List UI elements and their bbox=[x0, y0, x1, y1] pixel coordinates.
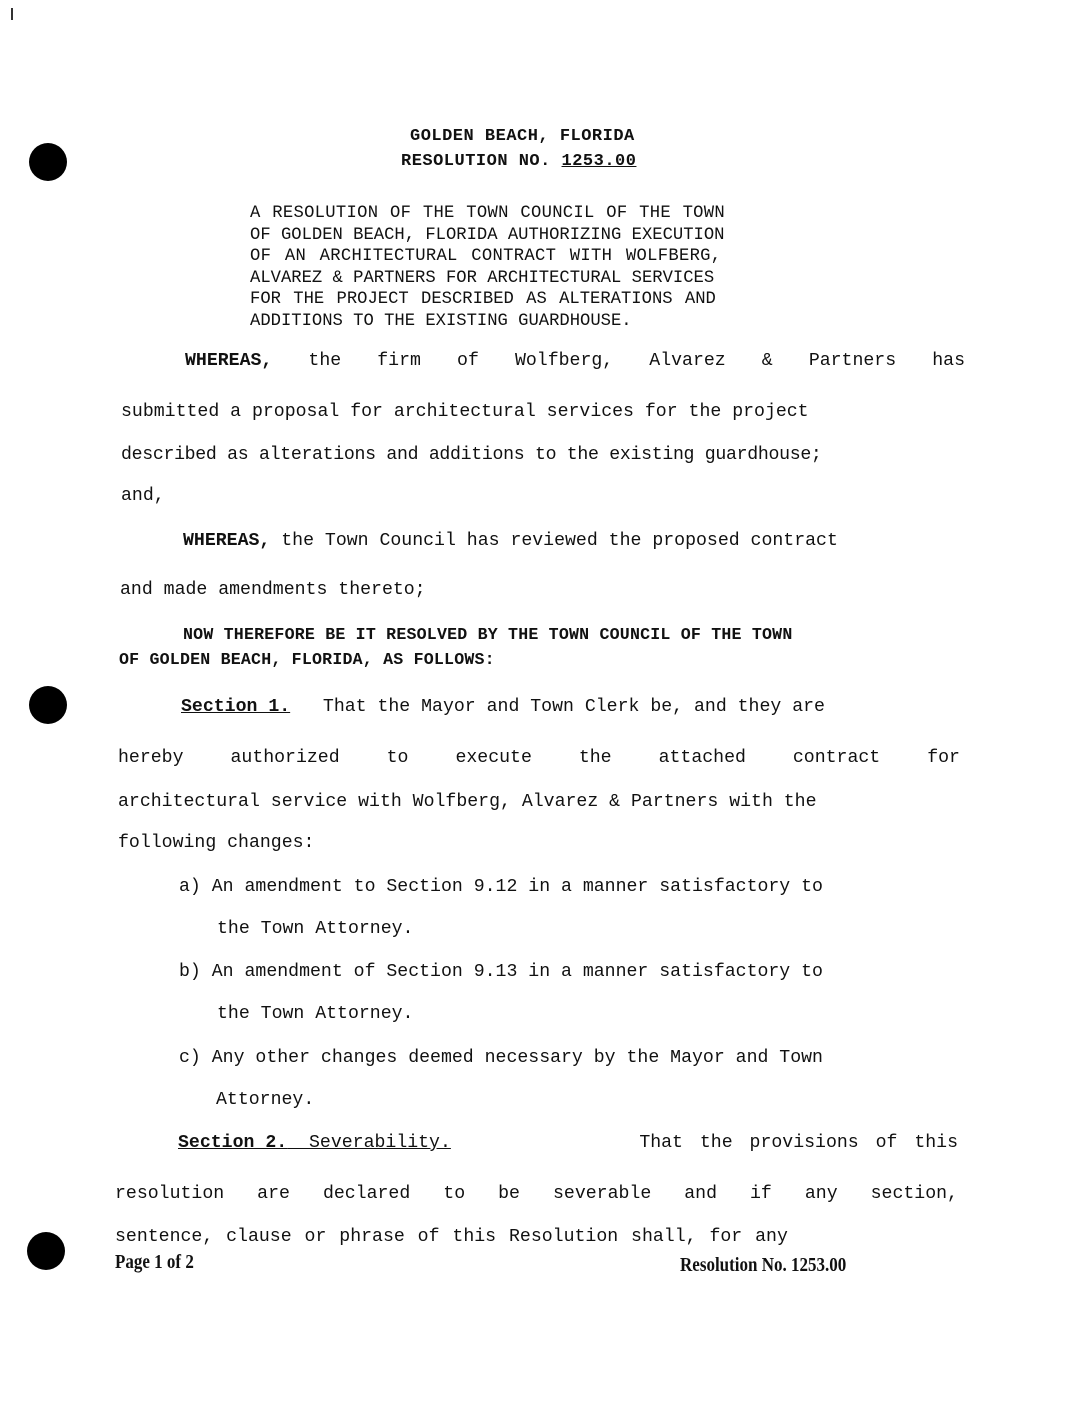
whereas-2-line-2: and made amendments thereto; bbox=[120, 580, 426, 600]
word: and bbox=[684, 1184, 717, 1204]
amendment-item-c bbox=[179, 1048, 823, 1068]
word: the bbox=[578, 748, 612, 768]
word: Alvarez bbox=[649, 351, 726, 371]
word: to bbox=[443, 1184, 466, 1204]
resolved-line-2: OF GOLDEN BEACH, FLORIDA, AS FOLLOWS: bbox=[119, 650, 495, 669]
amendment-item-a bbox=[179, 877, 823, 897]
whereas-label: WHEREAS, bbox=[183, 531, 271, 551]
word: contract bbox=[792, 748, 881, 768]
word: & bbox=[761, 351, 773, 371]
resolution-caption bbox=[250, 203, 840, 333]
punch-hole-bottom bbox=[27, 1232, 65, 1270]
amendment-item-c-cont: Attorney. bbox=[216, 1090, 315, 1110]
resolution-number-heading bbox=[401, 152, 636, 171]
amendment-item-b bbox=[179, 962, 823, 982]
caption-line-5: FOR THE PROJECT DESCRIBED AS ALTERATIONS AND bbox=[250, 290, 716, 309]
section-2-subheading: Severability. bbox=[309, 1133, 451, 1153]
caption-line-3: OF AN ARCHITECTURAL CONTRACT WITH WOLFBERG, bbox=[250, 247, 722, 266]
section-2-heading-group bbox=[178, 1133, 451, 1153]
whereas-1-line-2: submitted a proposal for architectural services for the project bbox=[121, 402, 809, 422]
caption-line-4: ALVAREZ & PARTNERS FOR ARCHITECTURAL SERVICES bbox=[250, 268, 715, 288]
section-1-line-3: architectural service with Wolfberg, Alvarez & Partners with the bbox=[118, 792, 817, 812]
resolution-label: RESOLUTION NO. bbox=[401, 152, 562, 171]
whereas-2-line-1 bbox=[183, 531, 838, 551]
scan-speck bbox=[11, 8, 13, 20]
section-2-line-3: sentence, clause or phrase of this Resolution shall, for any bbox=[115, 1227, 788, 1247]
list-item-text: An amendment of Section 9.13 in a manner satisfactory to bbox=[211, 962, 823, 982]
list-marker: c) bbox=[179, 1048, 201, 1068]
document-title: GOLDEN BEACH, FLORIDA bbox=[410, 127, 635, 146]
caption-line-1: A RESOLUTION OF THE TOWN COUNCIL OF THE TOWN bbox=[250, 204, 726, 223]
word: the bbox=[308, 351, 342, 371]
word: to bbox=[386, 748, 409, 768]
whereas-1-line-3: described as alterations and additions to the existing guardhouse; bbox=[121, 445, 822, 465]
whereas-label: WHEREAS, bbox=[185, 351, 273, 371]
word: of bbox=[457, 351, 479, 371]
word: severable bbox=[553, 1184, 652, 1204]
section-2-line-1 bbox=[178, 1133, 958, 1153]
whereas-1-line-4: and, bbox=[121, 486, 165, 506]
amendment-item-a-cont: the Town Attorney. bbox=[217, 919, 414, 939]
word: for bbox=[927, 748, 960, 768]
word: any bbox=[804, 1184, 838, 1204]
word: be bbox=[498, 1184, 520, 1204]
list-item-text: An amendment to Section 9.12 in a manner satisfactory to bbox=[211, 877, 823, 897]
section-1-text: That the Mayor and Town Clerk be, and they are bbox=[290, 697, 825, 717]
word: are bbox=[257, 1184, 290, 1204]
footer-resolution-number: Resolution No. 1253.00 bbox=[680, 1254, 847, 1276]
resolution-number: 1253.00 bbox=[561, 152, 637, 171]
word: if bbox=[750, 1184, 772, 1204]
section-1-line-4: following changes: bbox=[118, 833, 315, 853]
whereas-2-text: the Town Council has reviewed the proposed contract bbox=[270, 531, 838, 551]
word: section, bbox=[870, 1184, 958, 1204]
section-2-heading: Section 2. bbox=[178, 1133, 288, 1153]
word: resolution bbox=[115, 1184, 225, 1204]
word: Wolfberg, bbox=[514, 351, 614, 371]
section-1-line-1 bbox=[181, 697, 825, 717]
section-1-line-2 bbox=[118, 748, 960, 768]
section-1-heading: Section 1. bbox=[181, 697, 291, 717]
list-marker: b) bbox=[179, 962, 201, 982]
amendment-item-b-cont: the Town Attorney. bbox=[217, 1004, 414, 1024]
resolved-line-1: NOW THEREFORE BE IT RESOLVED BY THE TOWN COUNCIL OF THE TOWN bbox=[183, 625, 793, 644]
punch-hole-middle bbox=[29, 686, 67, 724]
section-2-text: That the provisions of this bbox=[639, 1133, 958, 1153]
section-2-line-2 bbox=[115, 1184, 958, 1204]
word: has bbox=[932, 351, 965, 371]
word: attached bbox=[658, 748, 746, 768]
list-item-text: Any other changes deemed necessary by the Mayor and Town bbox=[211, 1048, 823, 1068]
word: declared bbox=[322, 1184, 411, 1204]
word: hereby bbox=[118, 748, 184, 768]
page-number: Page 1 of 2 bbox=[115, 1251, 194, 1273]
whereas-1-line-1 bbox=[185, 351, 965, 371]
caption-line-6: ADDITIONS TO THE EXISTING GUARDHOUSE. bbox=[250, 311, 632, 331]
word: Partners bbox=[808, 351, 897, 371]
caption-line-2: OF GOLDEN BEACH, FLORIDA AUTHORIZING EXECUTION bbox=[250, 225, 725, 245]
word: execute bbox=[455, 748, 532, 768]
word: firm bbox=[377, 351, 421, 371]
list-marker: a) bbox=[179, 877, 201, 897]
punch-hole-top bbox=[29, 143, 67, 181]
word: authorized bbox=[230, 748, 340, 768]
